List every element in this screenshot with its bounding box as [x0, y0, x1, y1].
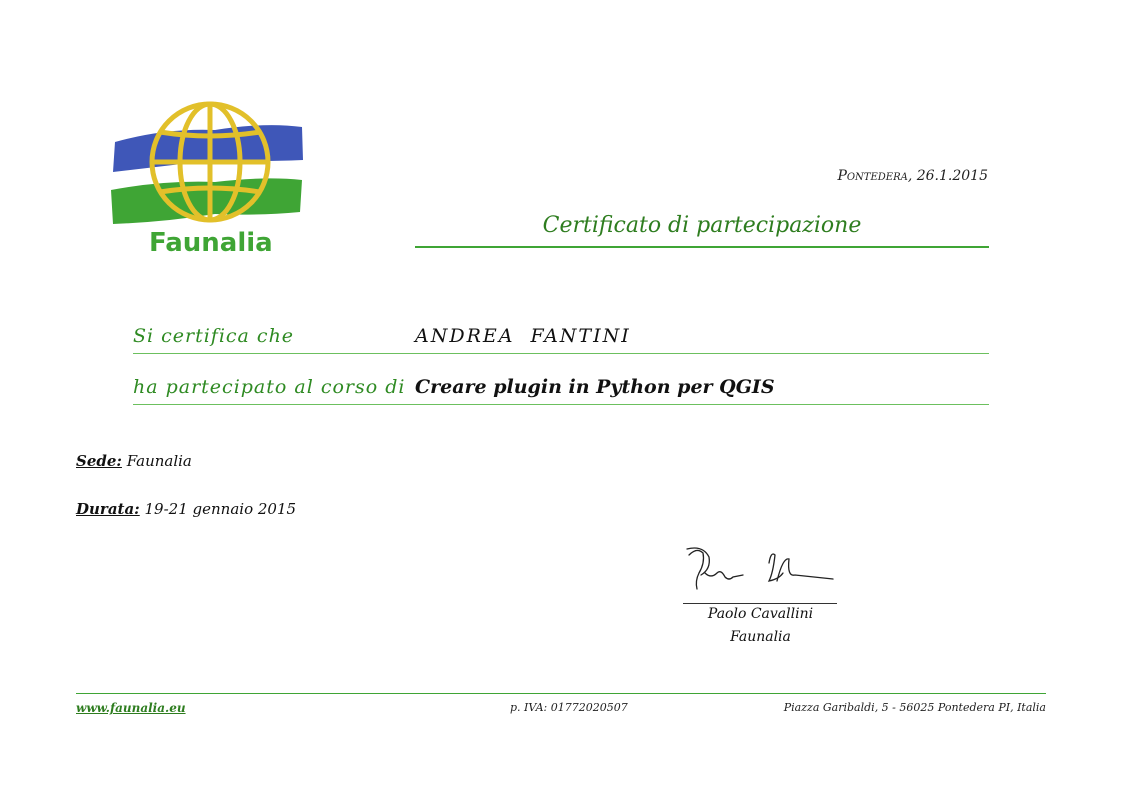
course-label: ha partecipato al corso di — [133, 376, 406, 398]
sede-label: Sede: — [76, 452, 122, 470]
participant-name: ANDREA FANTINI — [415, 325, 631, 347]
title-underline — [415, 246, 989, 248]
certificate-title: Certificato di partecipazione — [542, 213, 862, 238]
globe-logo-icon — [105, 100, 310, 230]
website-link[interactable]: www.faunalia.eu — [76, 701, 186, 715]
signature-line — [683, 603, 837, 604]
sede-value: Faunalia — [126, 452, 192, 470]
certifies-label: Si certifica che — [133, 325, 295, 347]
vat-number: p. IVA: 01772020507 — [510, 701, 628, 714]
durata-value: 19-21 gennaio 2015 — [144, 500, 297, 518]
address: Piazza Garibaldi, 5 - 56025 Pontedera PI, Italia — [783, 701, 1046, 714]
footer-divider — [76, 693, 1046, 694]
row-divider — [133, 404, 989, 405]
row-divider — [133, 353, 989, 354]
durata-line — [76, 500, 296, 518]
logo-wordmark: Faunalia — [149, 228, 273, 258]
faunalia-logo — [105, 100, 310, 265]
signer-organization: Faunalia — [730, 629, 791, 645]
signer-name: Paolo Cavallini — [707, 606, 814, 622]
certificate-date: Pontedera, 26.1.2015 — [837, 168, 988, 184]
course-name: Creare plugin in Python per QGIS — [415, 376, 775, 398]
durata-label: Durata: — [76, 500, 140, 518]
handwritten-signature — [683, 543, 838, 605]
sede-line — [76, 452, 192, 470]
